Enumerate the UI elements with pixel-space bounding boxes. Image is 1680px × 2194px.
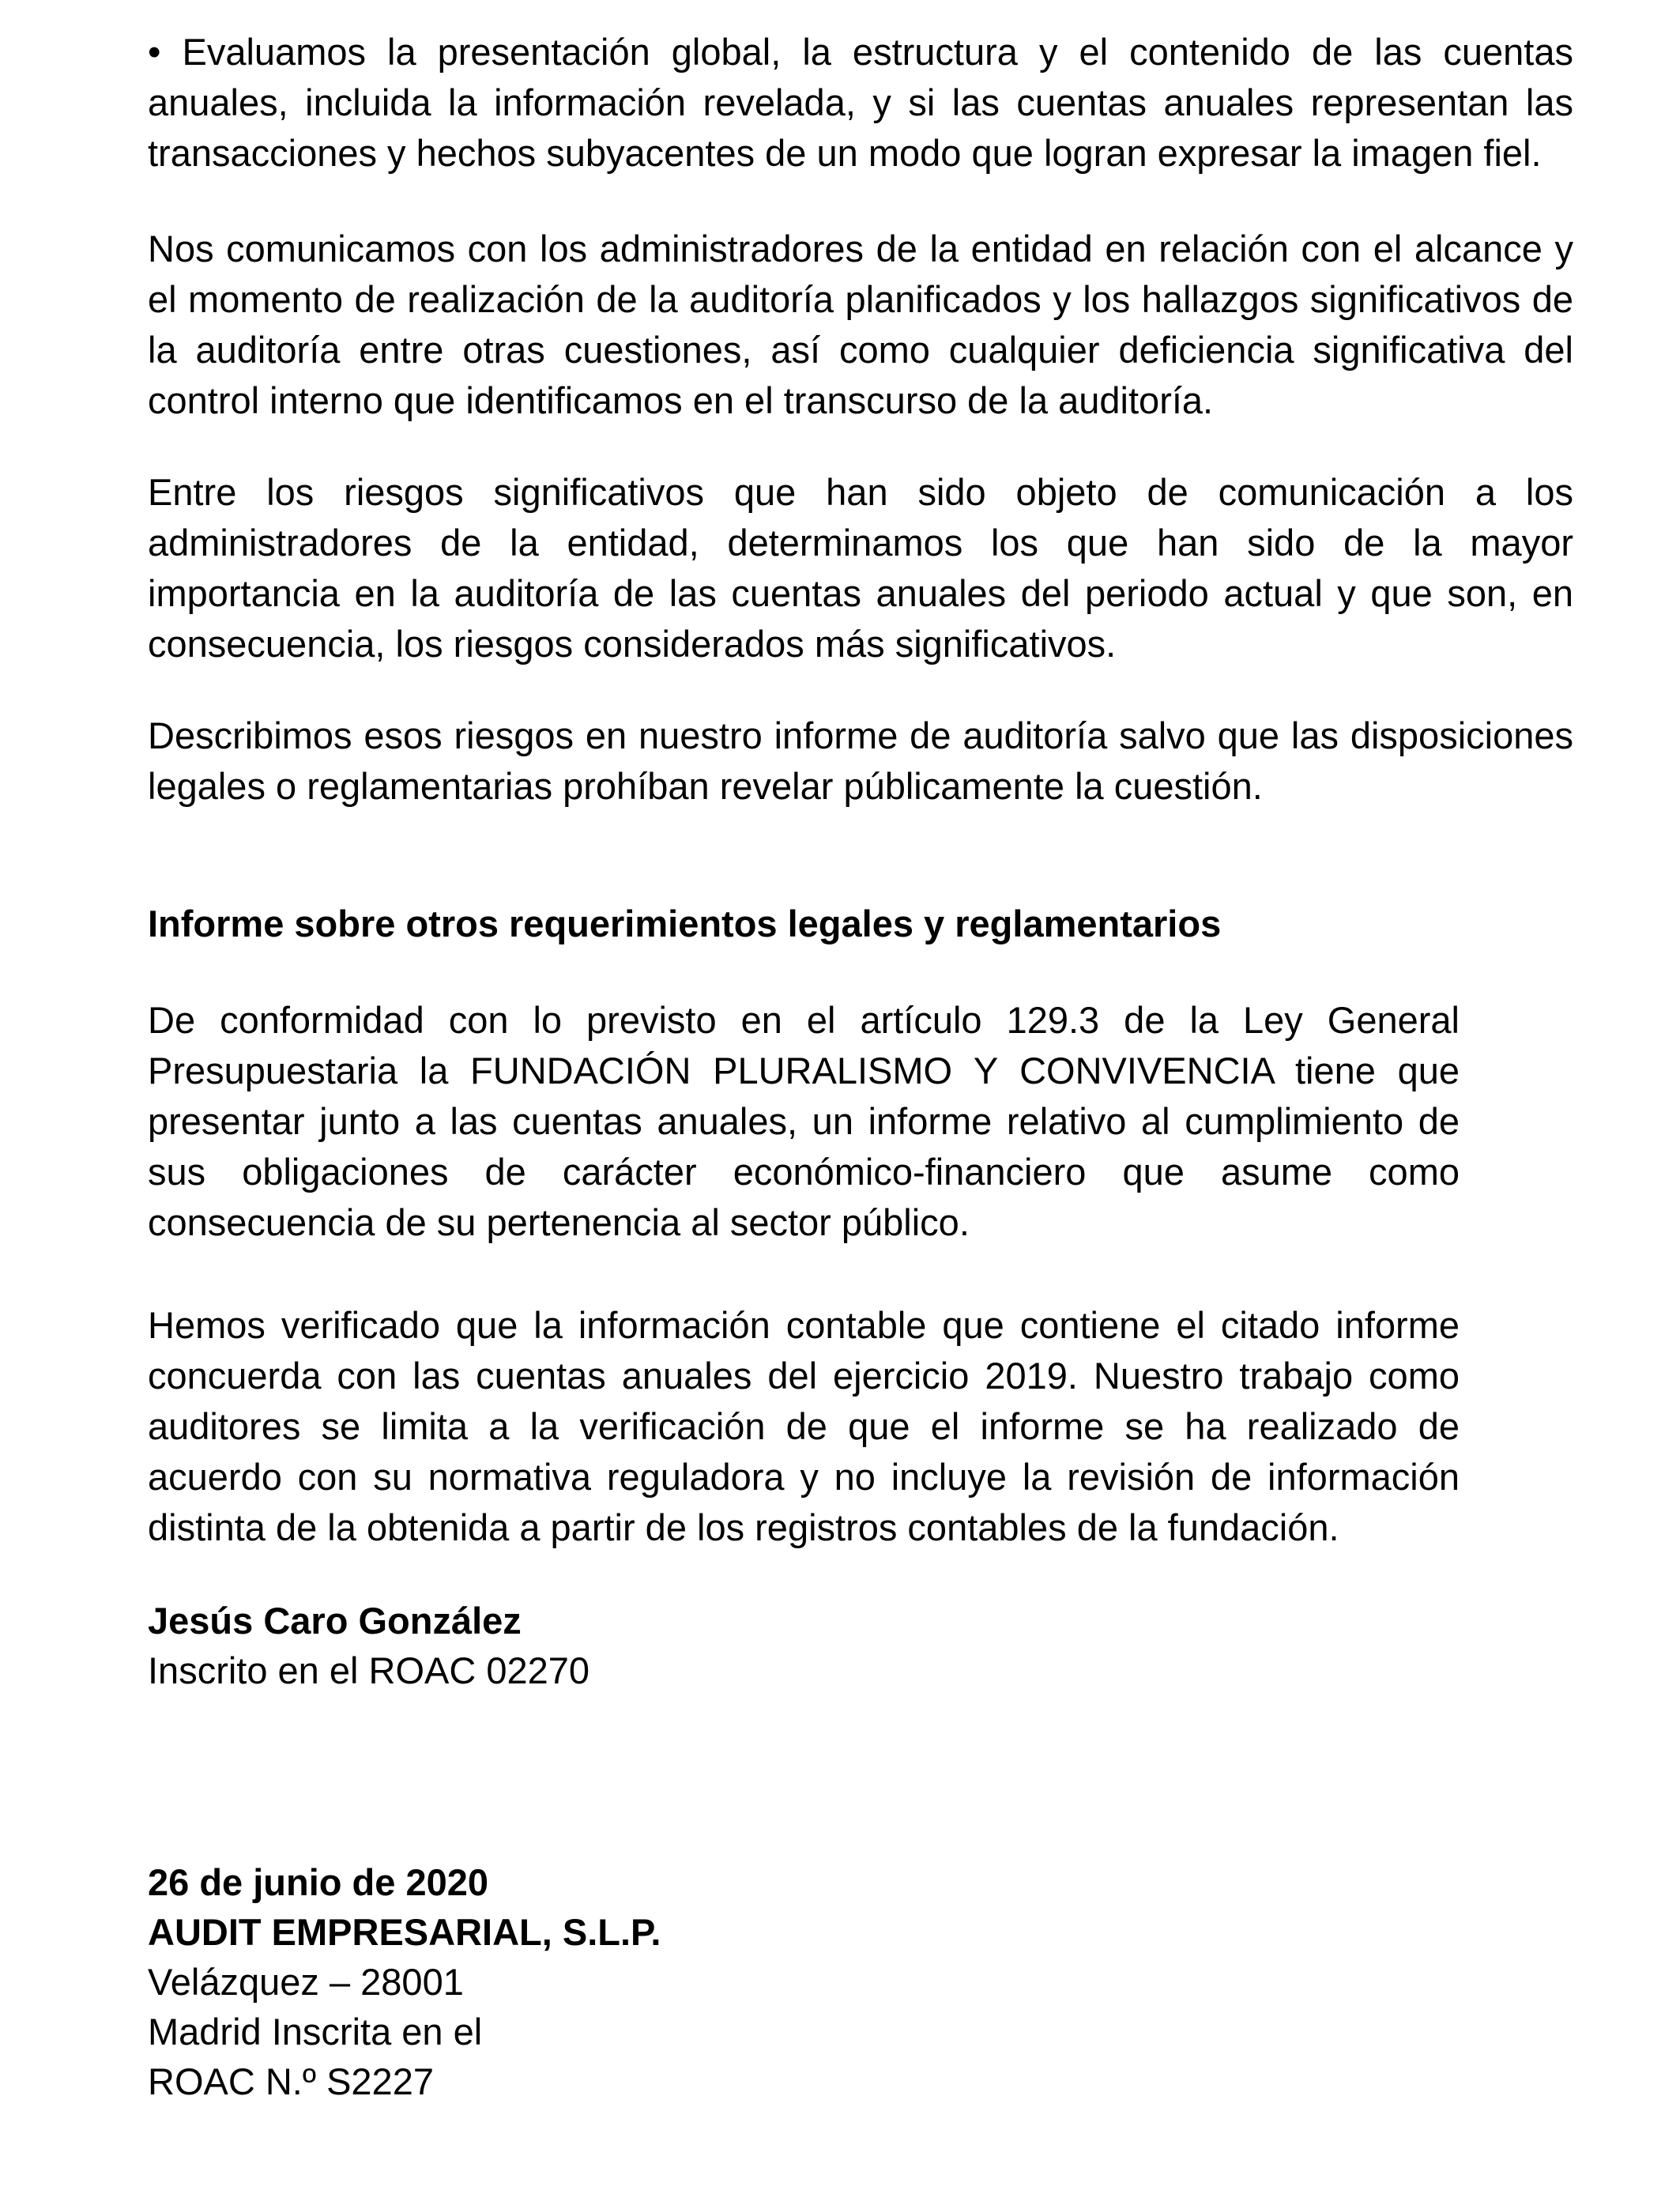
- paragraph-legal-article: De conformidad con lo previsto en el artículo 129.3 de la Ley General Presupuestaria la FUNDACIÓN PLURALISMO Y CONVIVENCIA tiene que presentar junto a las cuentas anuales, un informe relativo al cumplimiento de sus obligaciones de carácter económico-financiero que asume como consecuencia de su pertenencia al sector público.: [148, 999, 1460, 1243]
- report-date: 26 de junio de 2020: [148, 1861, 489, 1903]
- signatory-name: Jesús Caro González: [148, 1600, 522, 1642]
- firm-address-line1: Velázquez – 28001: [148, 1961, 464, 2003]
- firm-address-line3: ROAC N.º S2227: [148, 2060, 434, 2102]
- paragraph-verification: Hemos verificado que la información contable que contiene el citado informe concuerda con las cuentas anuales del ejercicio 2019. Nuestro trabajo como auditores se limita a la verificación de que el informe se ha realizado de acuerdo con su normativa reguladora y no incluye la revisión de información distinta de la obtenida a partir de los registros contables de la fundación.: [148, 1304, 1460, 1548]
- section-heading: Informe sobre otros requerimientos legales y reglamentarios: [148, 903, 1222, 944]
- paragraph-describe-risks: Describimos esos riesgos en nuestro informe de auditoría salvo que las disposiciones legales o reglamentarias prohíban revelar públicamente la cuestión.: [148, 714, 1573, 807]
- paragraph-communication: Nos comunicamos con los administradores de la entidad en relación con el alcance y el momento de realización de la auditoría planificados y los hallazgos significativos de la auditoría entre otras cuestiones, así como cualquier deficiencia significativa del control interno que identificamos en el transcurso de la auditoría.: [148, 228, 1573, 421]
- signatory-registration: Inscrito en el ROAC 02270: [148, 1649, 590, 1691]
- firm-address-line2: Madrid Inscrita en el: [148, 2011, 483, 2053]
- paragraph-significant-risks: Entre los riesgos significativos que han sido objeto de comunicación a los administradores de la entidad, determinamos los que han sido de la mayor importancia en la auditoría de las cuentas anuales del periodo actual y que son, en consecuencia, los riesgos considerados más significativos.: [148, 471, 1573, 665]
- paragraph-evaluation: • Evaluamos la presentación global, la estructura y el contenido de las cuentas anuales, incluida la información revelada, y si las cuentas anuales representan las transacciones y hechos subyacentes de un modo que logran expresar la imagen fiel.: [148, 31, 1573, 174]
- audit-firm-name: AUDIT EMPRESARIAL, S.L.P.: [148, 1911, 661, 1953]
